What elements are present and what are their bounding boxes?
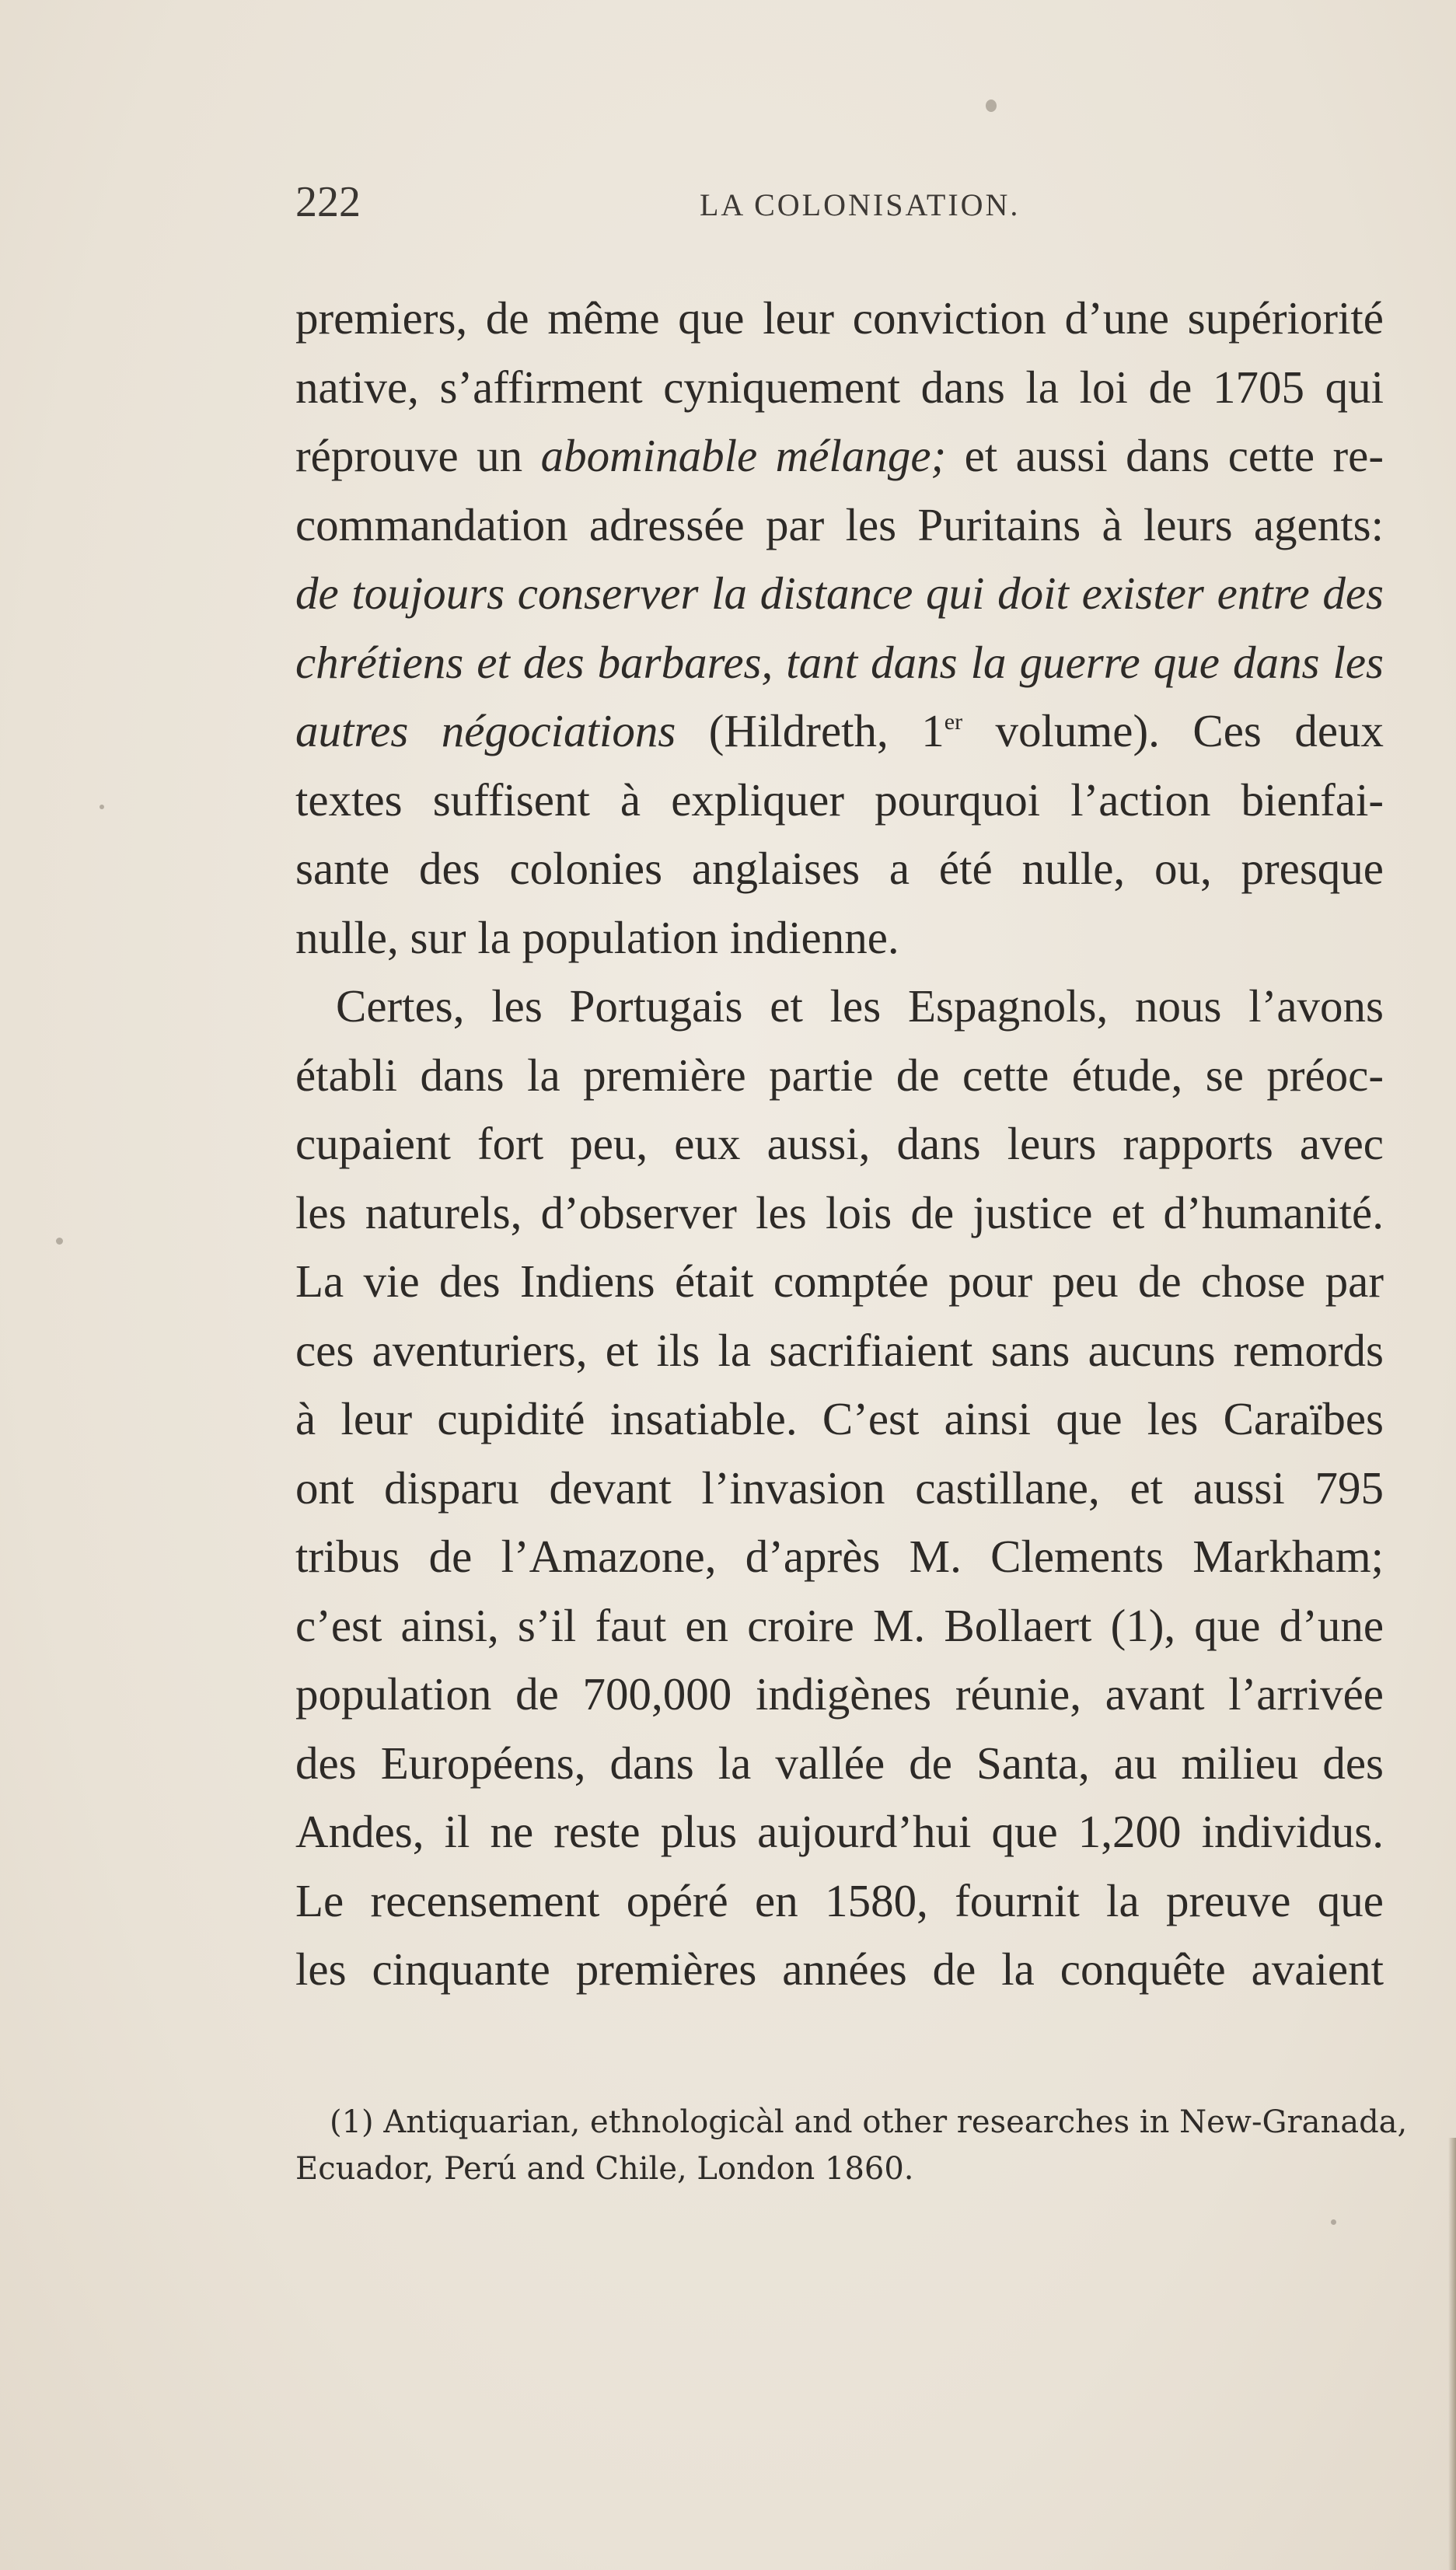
- text-run: cupaient fort peu, eux aussi, dans leurs rapports avec: [295, 1118, 1384, 1169]
- paragraph: [295, 972, 1384, 2004]
- text-run: Le recensement opéré en 1580, fournit la preuve que: [295, 1874, 1384, 1926]
- text-run: population de 700,000 indigènes réunie, avant l’arrivée: [295, 1668, 1384, 1720]
- paragraph: [295, 284, 1384, 972]
- text-line: [295, 1935, 1384, 2004]
- text-run: ces aventuriers, et ils la sacrifiaient sans aucuns remords: [295, 1324, 1384, 1376]
- text-run: La vie des Indiens était comptée pour peu de chose par: [295, 1255, 1384, 1307]
- text-line: [295, 1591, 1384, 1660]
- page-edge-shadow: [1448, 2138, 1456, 2570]
- text-line: [295, 972, 1384, 1041]
- text-line: [295, 1109, 1384, 1178]
- text-line: [295, 284, 1384, 353]
- text-run: et aussi dans cette re-: [946, 430, 1384, 481]
- text-run: réprouve un: [295, 430, 541, 481]
- text-run: volume). Ces deux: [962, 705, 1384, 756]
- footnote-line: Ecuador, Perú and Chile, London 1860.: [295, 2151, 914, 2187]
- text-line: [295, 903, 1384, 972]
- body-text: [295, 284, 1384, 2004]
- text-run: les cinquante premières années de la conquête avaient: [295, 1943, 1384, 1995]
- text-line: [295, 834, 1384, 903]
- paper-speck: [1331, 2219, 1336, 2225]
- footnote: [295, 2099, 1408, 2192]
- text-run: c’est ainsi, s’il faut en croire M. Bollaert (1), que d’une: [295, 1599, 1384, 1651]
- text-run: nulle, sur la population indienne.: [295, 911, 899, 963]
- text-line: [295, 491, 1384, 560]
- text-line: [295, 353, 1384, 422]
- text-run: des Européens, dans la vallée de Santa, au milieu des: [295, 1737, 1384, 1789]
- italic-run: chrétiens et des barbares, tant dans la guerre que dans les: [295, 636, 1384, 688]
- text-run: sante des colonies anglaises a été nulle, ou, presque: [295, 843, 1384, 894]
- text-run: Andes, il ne reste plus aujourd’hui que 1,200 individus.: [295, 1806, 1384, 1857]
- text-line: [295, 559, 1384, 628]
- italic-run: abominable mélange;: [540, 430, 947, 481]
- text-run: tribus de l’Amazone, d’après M. Clements Markham;: [295, 1531, 1384, 1582]
- paper-speck: [986, 100, 997, 112]
- text-run: premiers, de même que leur conviction d’une supériorité: [295, 292, 1384, 344]
- text-run: commandation adressée par les Puritains à leurs agents:: [295, 498, 1384, 550]
- text-run: Certes, les Portugais et les Espagnols, nous l’avons: [336, 980, 1384, 1032]
- text-line: [295, 766, 1384, 835]
- text-line: [295, 1660, 1384, 1729]
- text-line: [295, 1797, 1384, 1866]
- text-line: [295, 1866, 1384, 1936]
- text-run: textes suffisent à expliquer pourquoi l’action bienfai-: [295, 773, 1384, 826]
- text-line: [295, 421, 1384, 491]
- running-title: LA COLONISATION.: [700, 187, 1021, 222]
- italic-run: de toujours conserver la distance qui doit exister entre des: [295, 567, 1384, 619]
- text-line: [295, 628, 1384, 697]
- footnotes: [295, 2099, 1408, 2192]
- footnote-line: (1) Antiquarian, ethnologicàl and other researches in New-Granada,: [330, 2104, 1408, 2140]
- text-run: à leur cupidité insatiable. C’est ainsi que les Caraïbes: [295, 1393, 1384, 1444]
- text-run: les naturels, d’observer les lois de justice et d’humanité.: [295, 1186, 1384, 1238]
- page-number: 222: [295, 178, 361, 226]
- text-line: [295, 1522, 1384, 1591]
- paper-speck: [56, 1238, 63, 1245]
- italic-run: autres négociations: [295, 705, 676, 756]
- text-line: [295, 1178, 1384, 1248]
- text-line: [295, 1316, 1384, 1385]
- text-line: [295, 1729, 1384, 1798]
- page-header: [295, 177, 1399, 232]
- text-line: [295, 1385, 1384, 1454]
- text-run: native, s’affirment cyniquement dans la loi de 1705 qui: [295, 361, 1384, 413]
- text-line: [295, 1247, 1384, 1316]
- text-run: établi dans la première partie de cette étude, se préoc-: [295, 1049, 1384, 1101]
- text-line: [295, 1454, 1384, 1523]
- text-line: [295, 697, 1384, 766]
- text-run: (Hildreth, 1: [676, 705, 944, 756]
- text-line: [295, 1041, 1384, 1110]
- text-run: ont disparu devant l’invasion castillane, et aussi 795: [295, 1461, 1384, 1514]
- superscript: er: [944, 709, 963, 735]
- paper-speck: [100, 805, 104, 809]
